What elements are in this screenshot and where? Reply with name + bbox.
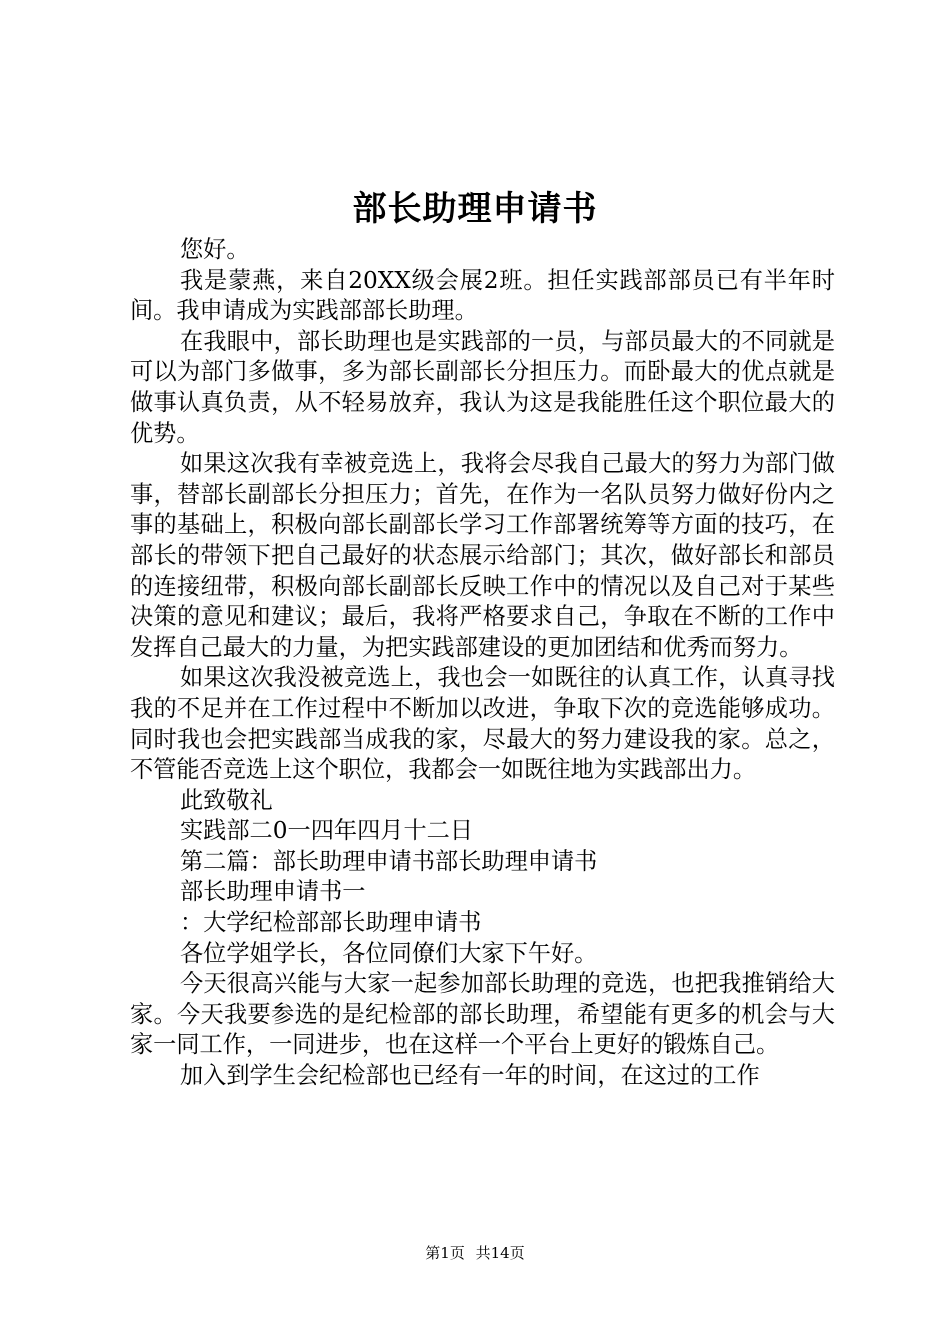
paragraph-greeting: 各位学姐学长，各位同僚们大家下午好。 bbox=[180, 939, 598, 967]
document-title: 部长助理申请书 bbox=[352, 189, 598, 229]
paragraph: 如果这次我没被竞选上，我也会一如既往的认真工作，认真寻找我的不足并在工作过程中不断加以改进，争取下次的竞选能够成功。同时我也会把实践部当成我的家，尽最大的努力建设我的家。总之，不管能否竞选上这个职位，我都会一如既往地为实践部出力。 bbox=[130, 664, 835, 784]
paragraph-closing: 此致敬礼 bbox=[180, 786, 273, 814]
paragraph: 我是蒙燕，来自20XX级会展2班。担任实践部部员已有半年时间。我申请成为实践部部长助理。 bbox=[130, 266, 835, 325]
paragraph: 在我眼中，部长助理也是实践部的一员，与部员最大的不同就是可以为部门多做事，多为部长副部长分担压力。而卧最大的优点就是做事认真负责，从不轻易放弃，我认为这是我能胜任这个职位最大的优势。 bbox=[130, 327, 835, 447]
paragraph-signature-date: 实践部二0一四年四月十二日 bbox=[180, 817, 474, 845]
page-footer bbox=[0, 1243, 950, 1263]
subheading: 部长助理申请书一 bbox=[180, 878, 366, 906]
section-heading: 第二篇：部长助理申请书部长助理申请书 bbox=[180, 847, 598, 875]
page-number: 第1页 bbox=[425, 1244, 465, 1262]
paragraph-greeting: 您好。 bbox=[180, 236, 250, 263]
paragraph: 今天很高兴能与大家一起参加部长助理的竞选，也把我推销给大家。今天我要参选的是纪检部的部长助理，希望能有更多的机会与大家一同工作，一同进步，也在这样一个平台上更好的锻炼自己。 bbox=[130, 970, 835, 1059]
paragraph: 如果这次我有幸被竞选上，我将会尽我自己最大的努力为部门做事，替部长副部长分担压力；首先，在作为一名队员努力做好份内之事的基础上，积极向部长副部长学习工作部署统筹等方面的技巧，在部长的带领下把自己最好的状态展示给部门；其次，做好部长和部员的连接纽带，积极向部长副部长反映工作中的情况以及自己对于某些决策的意见和建议；最后，我将严格要求自己，争取在不断的工作中发挥自己最大的力量，为把实践部建设的更加团结和优秀而努力。 bbox=[130, 450, 835, 661]
paragraph: 加入到学生会纪检部也已经有一年的时间，在这过的工作 bbox=[180, 1062, 760, 1090]
document-body bbox=[130, 235, 835, 1092]
subheading: ：大学纪检部部长助理申请书 bbox=[180, 909, 482, 937]
page-total: 共14页 bbox=[475, 1244, 525, 1262]
